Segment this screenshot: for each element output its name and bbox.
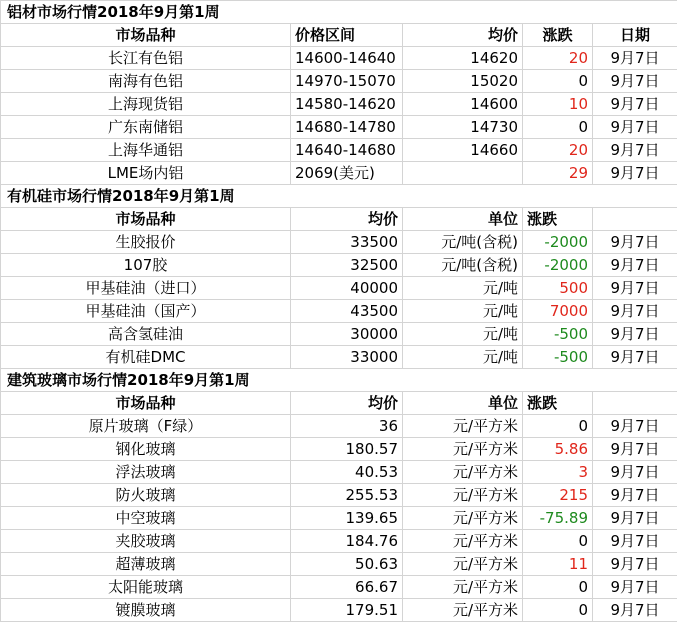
change-cell: 0	[523, 70, 593, 93]
unit-cell: 元/吨(含税)	[403, 231, 523, 254]
change-cell: 11	[523, 553, 593, 576]
average-price-cell: 14600	[403, 93, 523, 116]
change-cell: 215	[523, 484, 593, 507]
product-name-cell: 夹胶玻璃	[1, 530, 291, 553]
change-cell: 10	[523, 93, 593, 116]
unit-cell: 元/平方米	[403, 438, 523, 461]
header-cell: 市场品种	[1, 208, 291, 231]
date-cell: 9月7日	[593, 438, 677, 461]
unit-cell: 元/吨	[403, 323, 523, 346]
price-range-cell: 14970-15070	[291, 70, 403, 93]
header-cell	[593, 208, 677, 231]
date-cell: 9月7日	[593, 277, 677, 300]
table-row	[1, 323, 677, 346]
date-cell: 9月7日	[593, 461, 677, 484]
average-price-cell: 184.76	[291, 530, 403, 553]
change-cell: 0	[523, 415, 593, 438]
table-row	[1, 70, 677, 93]
header-row	[1, 208, 677, 231]
header-cell: 均价	[291, 392, 403, 415]
product-name-cell: 镀膜玻璃	[1, 599, 291, 622]
date-cell: 9月7日	[593, 116, 677, 139]
average-price-cell: 14730	[403, 116, 523, 139]
product-name-cell: 广东南储铝	[1, 116, 291, 139]
price-range-cell: 14640-14680	[291, 139, 403, 162]
product-name-cell: 甲基硅油（国产）	[1, 300, 291, 323]
product-name-cell: 有机硅DMC	[1, 346, 291, 369]
header-cell: 涨跌	[523, 392, 593, 415]
product-name-cell: 南海有色铝	[1, 70, 291, 93]
unit-cell: 元/平方米	[403, 530, 523, 553]
average-price-cell: 255.53	[291, 484, 403, 507]
unit-cell: 元/平方米	[403, 553, 523, 576]
product-name-cell: 超薄玻璃	[1, 553, 291, 576]
date-cell: 9月7日	[593, 162, 677, 185]
table-row	[1, 93, 677, 116]
average-price-cell: 14620	[403, 47, 523, 70]
average-price-cell: 33500	[291, 231, 403, 254]
header-cell: 均价	[291, 208, 403, 231]
product-name-cell: 107胶	[1, 254, 291, 277]
average-price-cell: 43500	[291, 300, 403, 323]
change-cell: -75.89	[523, 507, 593, 530]
change-cell: 29	[523, 162, 593, 185]
table-row	[1, 438, 677, 461]
average-price-cell	[403, 162, 523, 185]
product-name-cell: 防火玻璃	[1, 484, 291, 507]
section-title-row	[1, 369, 677, 392]
product-name-cell: 上海现货铝	[1, 93, 291, 116]
date-cell: 9月7日	[593, 415, 677, 438]
table-row	[1, 162, 677, 185]
average-price-cell: 40000	[291, 277, 403, 300]
change-cell: -500	[523, 346, 593, 369]
table-row	[1, 530, 677, 553]
date-cell: 9月7日	[593, 599, 677, 622]
average-price-cell: 30000	[291, 323, 403, 346]
header-cell: 单位	[403, 392, 523, 415]
date-cell: 9月7日	[593, 530, 677, 553]
silicone-rows	[1, 231, 677, 369]
header-cell: 价格区间	[291, 24, 403, 47]
unit-cell: 元/平方米	[403, 599, 523, 622]
date-cell: 9月7日	[593, 231, 677, 254]
unit-cell: 元/平方米	[403, 461, 523, 484]
header-cell: 涨跌	[523, 24, 593, 47]
product-name-cell: 高含氢硅油	[1, 323, 291, 346]
change-cell: 5.86	[523, 438, 593, 461]
table-row	[1, 415, 677, 438]
change-cell: 0	[523, 116, 593, 139]
header-cell	[593, 392, 677, 415]
product-name-cell: 长江有色铝	[1, 47, 291, 70]
unit-cell: 元/吨(含税)	[403, 254, 523, 277]
change-cell: 0	[523, 576, 593, 599]
change-cell: 0	[523, 530, 593, 553]
date-cell: 9月7日	[593, 300, 677, 323]
table-row	[1, 231, 677, 254]
table-row	[1, 461, 677, 484]
average-price-cell: 66.67	[291, 576, 403, 599]
date-cell: 9月7日	[593, 139, 677, 162]
average-price-cell: 50.63	[291, 553, 403, 576]
header-cell: 市场品种	[1, 392, 291, 415]
product-name-cell: 浮法玻璃	[1, 461, 291, 484]
table-row	[1, 116, 677, 139]
average-price-cell: 40.53	[291, 461, 403, 484]
date-cell: 9月7日	[593, 47, 677, 70]
change-cell: -2000	[523, 254, 593, 277]
unit-cell: 元/平方米	[403, 415, 523, 438]
table-row	[1, 484, 677, 507]
average-price-cell: 14660	[403, 139, 523, 162]
change-cell: 7000	[523, 300, 593, 323]
table-row	[1, 576, 677, 599]
header-cell: 均价	[403, 24, 523, 47]
price-range-cell: 14600-14640	[291, 47, 403, 70]
product-name-cell: 上海华通铝	[1, 139, 291, 162]
table-row	[1, 346, 677, 369]
section-title-row	[1, 185, 677, 208]
average-price-cell: 139.65	[291, 507, 403, 530]
section-title: 有机硅市场行情2018年9月第1周	[1, 185, 677, 208]
average-price-cell: 180.57	[291, 438, 403, 461]
section-title: 建筑玻璃市场行情2018年9月第1周	[1, 369, 677, 392]
date-cell: 9月7日	[593, 323, 677, 346]
change-cell: 20	[523, 139, 593, 162]
change-cell: 3	[523, 461, 593, 484]
table-row	[1, 300, 677, 323]
price-range-cell: 2069(美元)	[291, 162, 403, 185]
aluminum-rows	[1, 47, 677, 185]
header-cell: 日期	[593, 24, 677, 47]
table-row	[1, 47, 677, 70]
date-cell: 9月7日	[593, 346, 677, 369]
table-row	[1, 553, 677, 576]
average-price-cell: 179.51	[291, 599, 403, 622]
table-row	[1, 277, 677, 300]
unit-cell: 元/吨	[403, 300, 523, 323]
product-name-cell: 原片玻璃（F绿）	[1, 415, 291, 438]
section-title: 铝材市场行情2018年9月第1周	[1, 1, 677, 24]
product-name-cell: 太阳能玻璃	[1, 576, 291, 599]
unit-cell: 元/吨	[403, 346, 523, 369]
table-row	[1, 254, 677, 277]
product-name-cell: 钢化玻璃	[1, 438, 291, 461]
product-name-cell: 甲基硅油（进口）	[1, 277, 291, 300]
unit-cell: 元/平方米	[403, 576, 523, 599]
table-row	[1, 507, 677, 530]
header-row	[1, 392, 677, 415]
table-row	[1, 139, 677, 162]
unit-cell: 元/吨	[403, 277, 523, 300]
date-cell: 9月7日	[593, 93, 677, 116]
change-cell: 500	[523, 277, 593, 300]
table-row	[1, 599, 677, 622]
change-cell: 0	[523, 599, 593, 622]
product-name-cell: LME场内铝	[1, 162, 291, 185]
date-cell: 9月7日	[593, 70, 677, 93]
date-cell: 9月7日	[593, 254, 677, 277]
unit-cell: 元/平方米	[403, 507, 523, 530]
glass-rows	[1, 415, 677, 622]
average-price-cell: 32500	[291, 254, 403, 277]
date-cell: 9月7日	[593, 484, 677, 507]
average-price-cell: 36	[291, 415, 403, 438]
header-cell: 市场品种	[1, 24, 291, 47]
change-cell: -500	[523, 323, 593, 346]
date-cell: 9月7日	[593, 576, 677, 599]
header-cell: 单位	[403, 208, 523, 231]
product-name-cell: 生胶报价	[1, 231, 291, 254]
section-title-row	[1, 1, 677, 24]
average-price-cell: 15020	[403, 70, 523, 93]
price-range-cell: 14580-14620	[291, 93, 403, 116]
date-cell: 9月7日	[593, 507, 677, 530]
product-name-cell: 中空玻璃	[1, 507, 291, 530]
header-row	[1, 24, 677, 47]
price-range-cell: 14680-14780	[291, 116, 403, 139]
date-cell: 9月7日	[593, 553, 677, 576]
change-cell: 20	[523, 47, 593, 70]
average-price-cell: 33000	[291, 346, 403, 369]
change-cell: -2000	[523, 231, 593, 254]
header-cell: 涨跌	[523, 208, 593, 231]
unit-cell: 元/平方米	[403, 484, 523, 507]
